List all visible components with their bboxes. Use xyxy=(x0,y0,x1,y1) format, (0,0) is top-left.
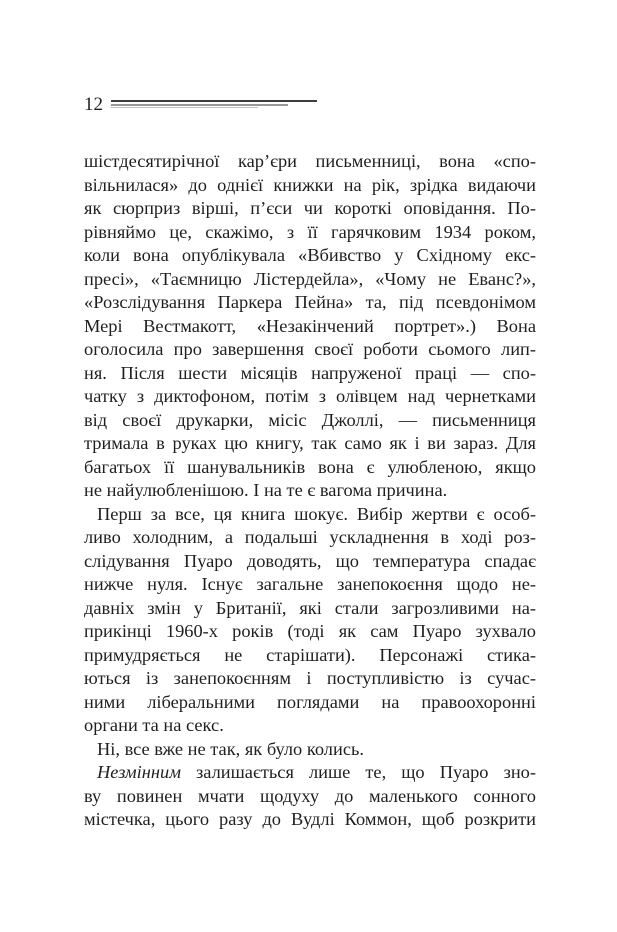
italic-word: Незмінним xyxy=(97,762,181,782)
text-line: слідування Пуаро доводять, що температура спадає xyxy=(84,550,536,571)
text-line: оголосила про завершення своєї роботи сьомого лип- xyxy=(84,339,536,359)
text-line: ливо холодним, а подальші ускладнення в ході роз- xyxy=(84,527,536,547)
page-number: 12 xyxy=(84,94,103,115)
text-line: тримала в руках цю книгу, так само як і ви зараз. Для xyxy=(84,433,536,453)
text-line: чатку з диктофоном, потім з олівцем над чернетками xyxy=(84,386,536,406)
header-ornament xyxy=(111,100,321,112)
text-line: прикінці 1960-х років (тоді як сам Пуаро зухвало xyxy=(84,621,536,641)
header-rule-line-1 xyxy=(111,100,317,102)
text-line: ву повинен мчати щодуху до маленького сонного xyxy=(84,785,536,806)
text-line: нижче нуля. Існує загальне занепокоєння щодо не- xyxy=(84,574,536,594)
text-line: шістдесятирічної кар’єри письменниці, вона «спо- xyxy=(84,151,536,171)
text-line: Перш за все, ця книга шокує. Вибір жертви є особ- xyxy=(97,503,536,524)
text-line: ними ліберальними поглядами на правоохоронні xyxy=(84,691,536,712)
text-line: не найулюбленішою. І на те є вагома причина. xyxy=(84,480,448,500)
body-text xyxy=(84,150,536,832)
text-line: багатьох її шанувальників вона є улюбленою, якщо xyxy=(84,456,536,477)
header-rule-line-2 xyxy=(111,104,288,106)
text-line: рівняймо це, скажімо, з її гарячковим 1934 роком, xyxy=(84,221,536,242)
text-line: від своєї друкарки, місіс Джоллі, — письменниця xyxy=(84,409,536,430)
text-line: коли вона опублікувала «Вбивство у Східному екс- xyxy=(84,245,536,265)
header-rule-line-3 xyxy=(111,107,258,108)
text-line: вільнилася» до однієї книжки на рік, зрідка видаючи xyxy=(84,174,536,195)
text-line: примудряється не старішати). Персонажі стика- xyxy=(84,644,536,665)
text-line: ються із занепокоєнням і поступливістю із сучас- xyxy=(84,668,536,688)
text-line: ня. Після шести місяців напруженої праці — спо- xyxy=(84,362,536,383)
text-line: як сюрприз вірші, п’єси чи короткі оповідання. По- xyxy=(84,198,536,218)
paragraph xyxy=(84,761,536,832)
text-line: «Розслідування Паркера Пейна» та, під псевдонімом xyxy=(84,292,536,312)
paragraph xyxy=(84,738,536,762)
text-line: органи та на секс. xyxy=(84,715,224,735)
paragraph xyxy=(84,150,536,503)
text-line: Мері Вестмакотт, «Незакінчений портрет».) Вона xyxy=(84,315,536,336)
text-line: Незмінним залишається лише те, що Пуаро зно- xyxy=(97,762,536,782)
text-line: давніх змін у Британії, які стали загрозливими на- xyxy=(84,597,536,618)
text-line: містечка, цього разу до Вудлі Коммон, щоб розкрити xyxy=(84,809,536,829)
text-line: Ні, все вже не так, як було колись. xyxy=(97,738,364,759)
text-line: пресі», «Таємницю Лістердейла», «Чому не Еванс?», xyxy=(84,268,536,289)
paragraph xyxy=(84,503,536,738)
